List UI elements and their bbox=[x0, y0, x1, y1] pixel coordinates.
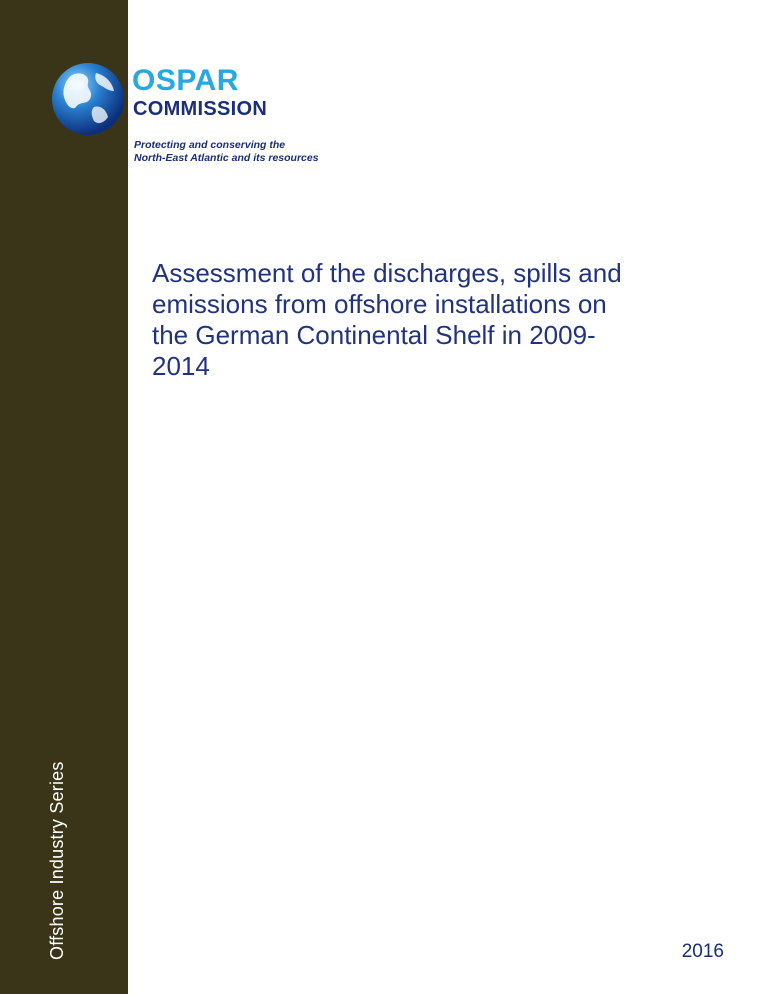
title-line-4: 2014 bbox=[152, 351, 210, 381]
document-title bbox=[152, 258, 742, 382]
logo-commission: COMMISSION bbox=[133, 98, 268, 120]
title-line-2: emissions from offshore installations on bbox=[152, 289, 607, 319]
publication-year: 2016 bbox=[681, 941, 724, 962]
globe-icon bbox=[50, 61, 126, 137]
title-line-1: Assessment of the discharges, spills and bbox=[152, 258, 622, 288]
tagline-line-2: North-East Atlantic and its resources bbox=[134, 152, 319, 164]
series-label: Offshore Industry Series bbox=[47, 761, 67, 960]
tagline-line-1: Protecting and conserving the bbox=[134, 139, 286, 151]
logo-tagline bbox=[134, 139, 319, 165]
title-line-3: the German Continental Shelf in 2009- bbox=[152, 320, 596, 350]
side-band bbox=[0, 0, 128, 994]
logo-ospar: OSPAR bbox=[132, 64, 239, 97]
